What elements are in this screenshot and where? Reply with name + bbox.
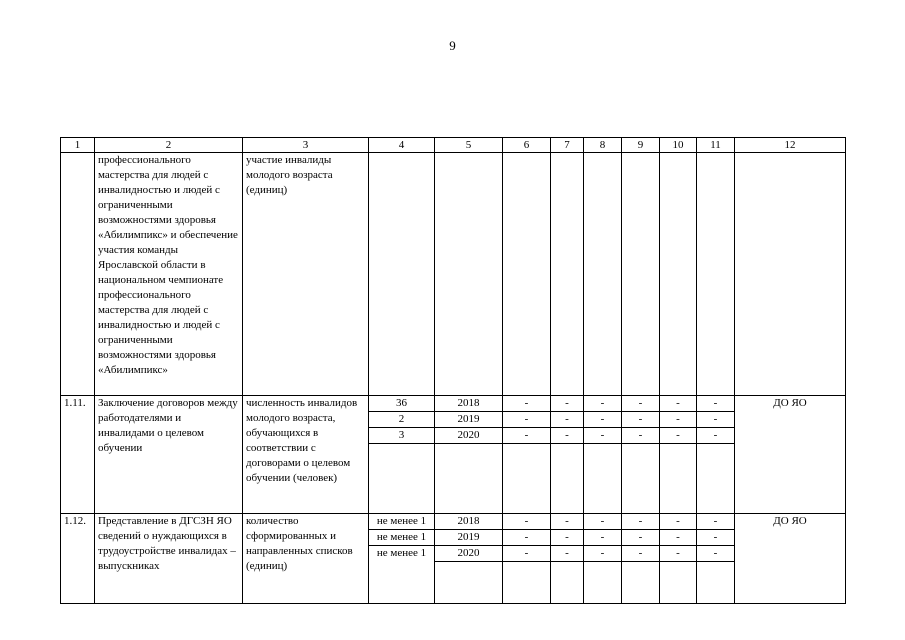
header-cell-8: 8 xyxy=(584,138,622,153)
col9-values xyxy=(622,514,660,604)
target-value: не менее 1 xyxy=(369,514,434,530)
header-cell-6: 6 xyxy=(503,138,551,153)
header-cell-4: 4 xyxy=(369,138,435,153)
row-number: 1.11. xyxy=(61,396,95,514)
table-row xyxy=(61,396,846,514)
dash-value: - xyxy=(622,396,659,412)
target-value: 2 xyxy=(369,412,434,428)
header-cell-2: 2 xyxy=(95,138,243,153)
activity-name: профессионального мастерства для людей с инвалидностью и людей с ограниченными возможностями здоровья «Абилимпикс» и обеспечение участия команды Ярославской области в национальном чемпионате профессионального мастерства для людей с инвалидностью и людей с ограниченными возможностями здоровья «Абилимпикс» xyxy=(95,153,243,396)
value-cell xyxy=(435,153,503,396)
dash-value: - xyxy=(551,396,583,412)
year-value: 2019 xyxy=(435,412,502,428)
value-cell xyxy=(660,153,697,396)
indicator-name: участие инвалиды молодого возраста (единиц) xyxy=(243,153,369,396)
responsible-cell: ДО ЯО xyxy=(735,396,846,514)
dash-value: - xyxy=(551,412,583,428)
header-cell-5: 5 xyxy=(435,138,503,153)
dash-value: - xyxy=(660,530,696,546)
dash-value: - xyxy=(660,546,696,562)
target-value: 36 xyxy=(369,396,434,412)
dash-value: - xyxy=(584,428,621,444)
dash-value: - xyxy=(584,530,621,546)
year-value: 2020 xyxy=(435,546,502,562)
dash-value: - xyxy=(503,428,550,444)
dash-value: - xyxy=(503,396,550,412)
col8-values xyxy=(584,396,622,514)
table-row xyxy=(61,514,846,604)
dash-value: - xyxy=(622,428,659,444)
table-row xyxy=(61,153,846,396)
value-cell xyxy=(584,153,622,396)
activity-name: Представление в ДГСЗН ЯО сведений о нуждающихся в трудоустройстве инвалидах – выпускниках xyxy=(95,514,243,604)
value-cell xyxy=(622,153,660,396)
dash-value: - xyxy=(697,428,734,444)
dash-value: - xyxy=(622,546,659,562)
row-number xyxy=(61,153,95,396)
dash-value: - xyxy=(622,514,659,530)
page-number: 9 xyxy=(449,38,456,53)
dash-value: - xyxy=(584,514,621,530)
col10-values xyxy=(660,514,697,604)
year-value: 2020 xyxy=(435,428,502,444)
header-cell-12: 12 xyxy=(735,138,846,153)
col7-values xyxy=(551,514,584,604)
target-values xyxy=(369,396,435,514)
header-cell-1: 1 xyxy=(61,138,95,153)
header-cell-7: 7 xyxy=(551,138,584,153)
plan-table xyxy=(60,137,846,604)
year-value: 2018 xyxy=(435,514,502,530)
year-value: 2019 xyxy=(435,530,502,546)
dash-value: - xyxy=(697,514,734,530)
dash-value: - xyxy=(503,546,550,562)
dash-value: - xyxy=(551,428,583,444)
target-value: 3 xyxy=(369,428,434,444)
activity-name: Заключение договоров между работодателями и инвалидами о целевом обучении xyxy=(95,396,243,514)
dash-value: - xyxy=(551,514,583,530)
indicator-name: численность инвалидов молодого возраста, обучающихся в соответствии с договорами о целевом обучении (человек) xyxy=(243,396,369,514)
value-cell xyxy=(551,153,584,396)
dash-value: - xyxy=(503,412,550,428)
header-row xyxy=(61,138,846,153)
dash-value: - xyxy=(660,514,696,530)
col9-values xyxy=(622,396,660,514)
col8-values xyxy=(584,514,622,604)
dash-value: - xyxy=(584,396,621,412)
header-cell-10: 10 xyxy=(660,138,697,153)
dash-value: - xyxy=(660,428,696,444)
indicator-name: количество сформированных и направленных списков (единиц) xyxy=(243,514,369,604)
dash-value: - xyxy=(503,514,550,530)
value-cell xyxy=(697,153,735,396)
year-values xyxy=(435,396,503,514)
dash-value: - xyxy=(622,530,659,546)
dash-value: - xyxy=(551,546,583,562)
dash-value: - xyxy=(584,546,621,562)
target-values xyxy=(369,514,435,604)
col11-values xyxy=(697,514,735,604)
target-value: не менее 1 xyxy=(369,530,434,546)
header-cell-9: 9 xyxy=(622,138,660,153)
responsible-cell xyxy=(735,153,846,396)
year-values xyxy=(435,514,503,604)
dash-value: - xyxy=(622,412,659,428)
header-cell-11: 11 xyxy=(697,138,735,153)
dash-value: - xyxy=(697,546,734,562)
col6-values xyxy=(503,514,551,604)
year-value: 2018 xyxy=(435,396,502,412)
dash-value: - xyxy=(551,530,583,546)
dash-value: - xyxy=(584,412,621,428)
dash-value: - xyxy=(503,530,550,546)
col10-values xyxy=(660,396,697,514)
dash-value: - xyxy=(697,396,734,412)
value-cell xyxy=(503,153,551,396)
dash-value: - xyxy=(660,412,696,428)
col6-values xyxy=(503,396,551,514)
dash-value: - xyxy=(660,396,696,412)
dash-value: - xyxy=(697,412,734,428)
col7-values xyxy=(551,396,584,514)
target-value: не менее 1 xyxy=(376,547,427,559)
row-number: 1.12. xyxy=(61,514,95,604)
responsible-cell: ДО ЯО xyxy=(735,514,846,604)
header-cell-3: 3 xyxy=(243,138,369,153)
dash-value: - xyxy=(697,530,734,546)
col11-values xyxy=(697,396,735,514)
value-cell xyxy=(369,153,435,396)
